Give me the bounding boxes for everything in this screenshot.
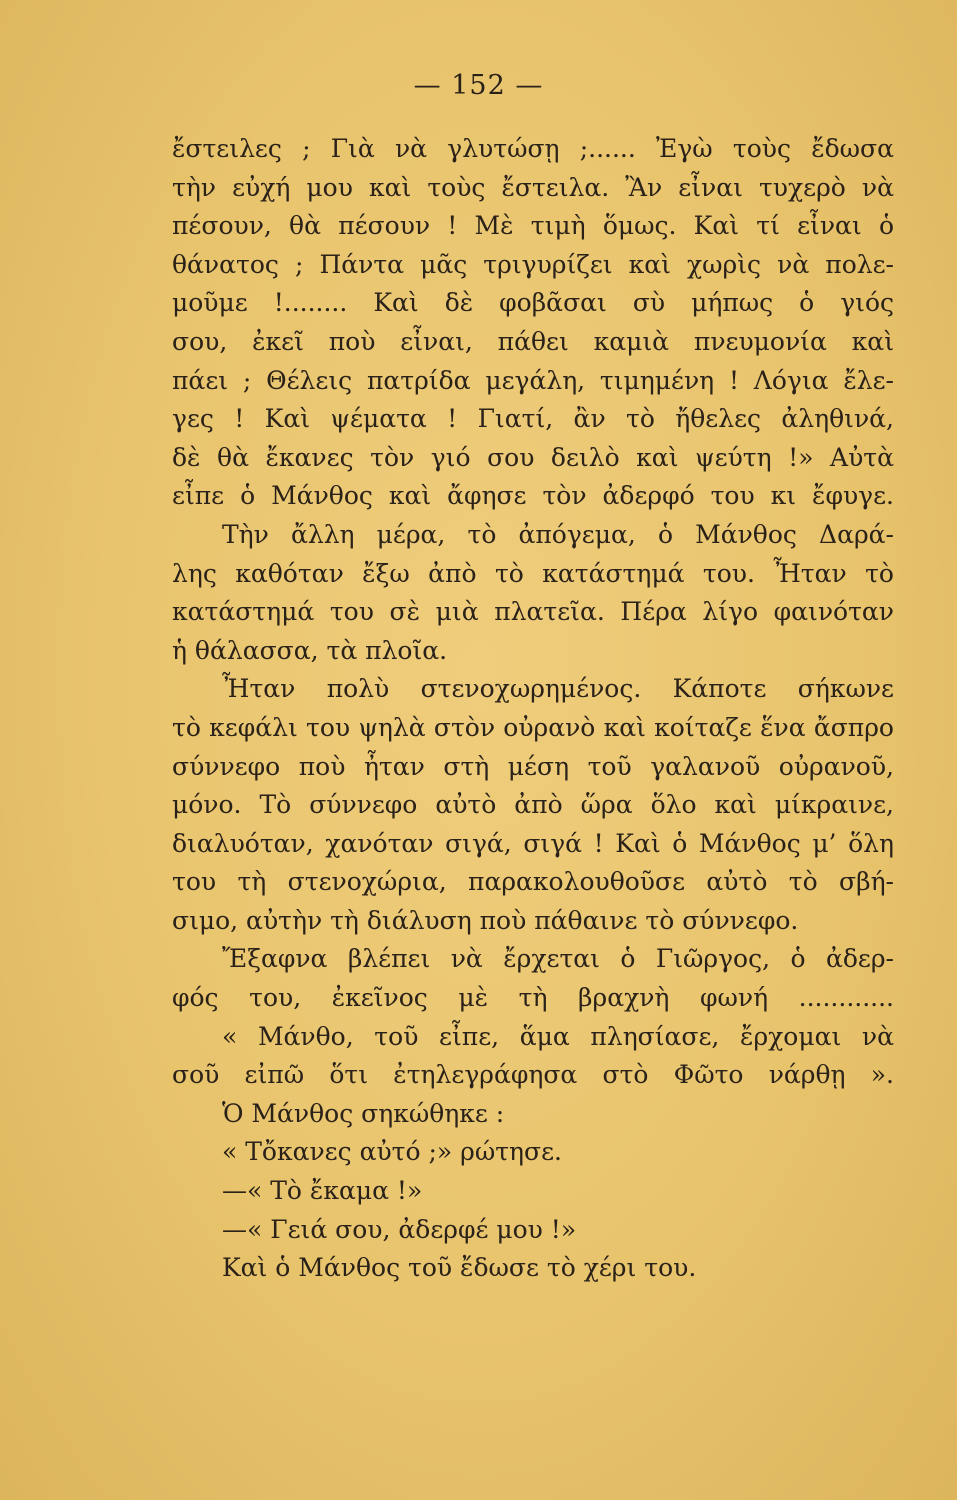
text-line: δὲ θὰ ἔκανες τὸν γιό σου δειλὸ καὶ ψεύτη !» Αὐτὰ xyxy=(172,442,894,472)
text-line: —« Τὸ ἔκαμα !» xyxy=(222,1176,423,1206)
page-number: — 152 — xyxy=(413,70,544,101)
text-line: εἶπε ὁ Μάνθος καὶ ἄφησε τὸν ἀδερφό του κι ἔφυγε. xyxy=(172,481,894,511)
text-line: θάνατος ; Πάντα μᾶς τριγυρίζει καὶ χωρὶς νὰ πολε- xyxy=(172,249,894,279)
text-line: σου, ἐκεῖ ποὺ εἶναι, πάθει καμιὰ πνευμονία καὶ xyxy=(172,326,894,356)
text-line: ἔστειλες ; Γιὰ νὰ γλυτώσῃ ;...... Ἐγὼ τοὺς ἔδωσα xyxy=(172,134,894,163)
text-line: κατάστημά του σὲ μιὰ πλατεῖα. Πέρα λίγο φαινόταν xyxy=(172,597,894,627)
text-line: τὴν εὐχή μου καὶ τοὺς ἔστειλα. Ἂν εἶναι τυχερὸ νὰ xyxy=(172,172,894,202)
text-line: « Τὄκανες αὐτό ;» ρώτησε. xyxy=(222,1137,563,1167)
text-line: λης καθόταν ἔξω ἀπὸ τὸ κατάστημά του. Ἦταν τὸ xyxy=(172,558,894,588)
text-line: διαλυόταν, χανόταν σιγά, σιγά ! Καὶ ὁ Μάνθος μ’ ὅλη xyxy=(172,828,894,858)
text-line: ἡ θάλασσα, τὰ πλοῖα. xyxy=(172,635,448,665)
text-line: σύννεφο ποὺ ἦταν στὴ μέση τοῦ γαλανοῦ οὐρανοῦ, xyxy=(172,751,894,781)
text-line: Ἔξαφνα βλέπει νὰ ἔρχεται ὁ Γιῶργος, ὁ ἀδερ- xyxy=(222,944,894,974)
text-line: του τὴ στενοχώρια, παρακολουθοῦσε αὐτὸ τὸ σβή- xyxy=(172,867,894,897)
text-line: —« Γειά σου, ἀδερφέ μου !» xyxy=(222,1214,577,1244)
text-line: γες ! Καὶ ψέματα ! Γιατί, ἂν τὸ ἤθελες ἀληθινά, xyxy=(172,404,894,434)
text-line: σοῦ εἰπῶ ὅτι ἐτηλεγράφησα στὸ Φῶτο νάρθῃ ». xyxy=(172,1060,894,1090)
text-line: Ὁ Μάνθος σηκώθηκε : xyxy=(222,1098,505,1128)
text-line: πέσουν, θὰ πέσουν ! Μὲ τιμὴ ὅμως. Καὶ τί εἶναι ὁ xyxy=(172,211,894,241)
text-line: φός του, ἐκεῖνος μὲ τὴ βραχνὴ φωνή ............ xyxy=(172,983,894,1013)
text-line: Τὴν ἄλλη μέρα, τὸ ἀπόγεμα, ὁ Μάνθος Δαρά- xyxy=(222,519,894,549)
text-line: σιμο, αὐτὴν τὴ διάλυση ποὺ πάθαινε τὸ σύννεφο. xyxy=(172,905,799,935)
text-line: πάει ; Θέλεις πατρίδα μεγάλη, τιμημένη ! Λόγια ἔλε- xyxy=(172,365,894,395)
body-text xyxy=(172,130,894,1288)
text-line: Καὶ ὁ Μάνθος τοῦ ἔδωσε τὸ χέρι του. xyxy=(222,1253,697,1283)
text-line: μοῦμε !........ Καὶ δὲ φοβᾶσαι σὺ μήπως ὁ γιός xyxy=(172,288,894,318)
text-line: Ἦταν πολὺ στενοχωρημένος. Κάποτε σήκωνε xyxy=(222,674,894,704)
text-line: « Μάνθο, τοῦ εἶπε, ἅμα πλησίασε, ἔρχομαι νὰ xyxy=(222,1021,894,1051)
text-line: μόνο. Τὸ σύννεφο αὐτὸ ἀπὸ ὥρα ὅλο καὶ μίκραινε, xyxy=(172,790,894,820)
text-line: τὸ κεφάλι του ψηλὰ στὸν οὐρανὸ καὶ κοίταζε ἕνα ἄσπρο xyxy=(172,712,894,742)
